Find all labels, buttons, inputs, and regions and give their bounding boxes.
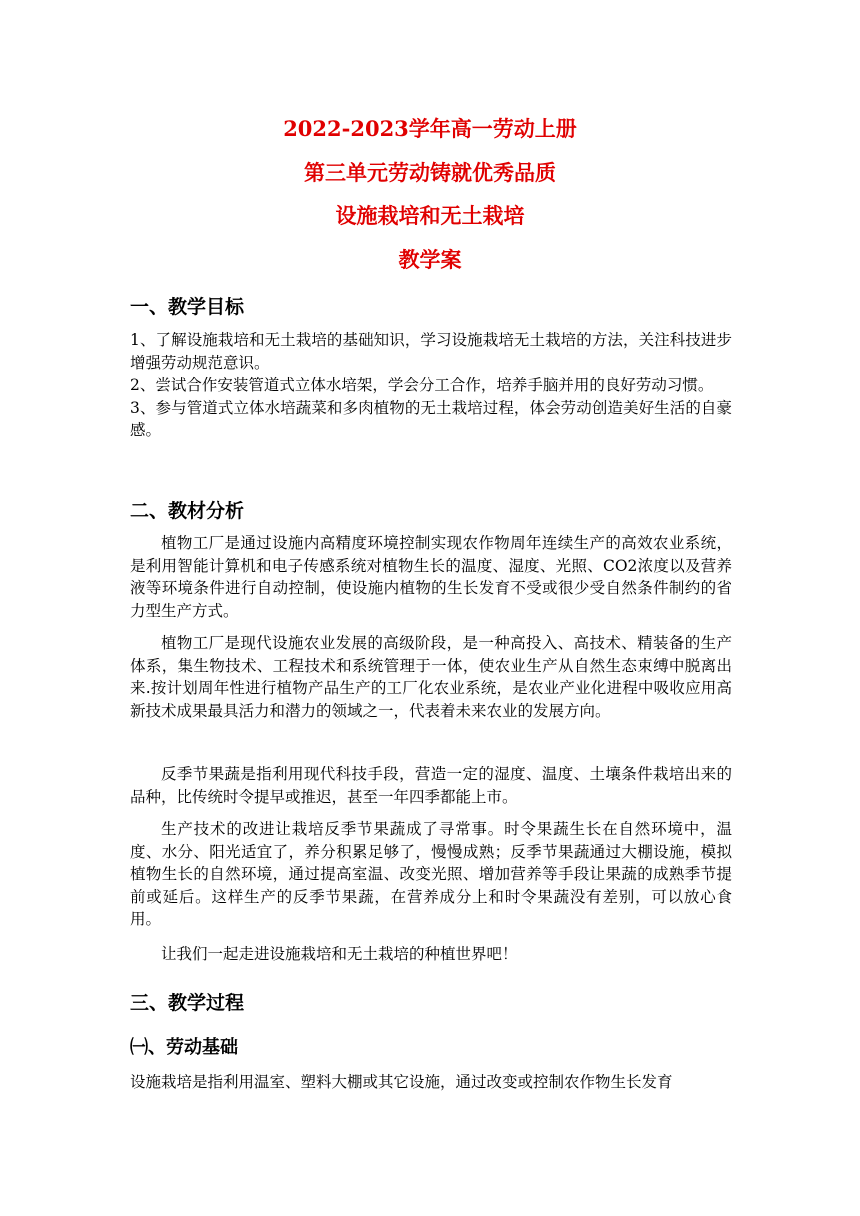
objective-item: 1、了解设施栽培和无土栽培的基础知识，学习设施栽培无土栽培的方法，关注科技进步增强劳动规范意识。 [130, 331, 732, 372]
analysis-paragraph: 生产技术的改进让栽培反季节果蔬成了寻常事。时令果蔬生长在自然环境中，温度、水分、阳光适宜了，养分积累足够了，慢慢成熟；反季节果蔬通过大棚设施，模拟植物生长的自然环境，通过提高室温、改变光照、增加营养等手段让果蔬的成熟季节提前或延后。这样生产的反季节果蔬，在营养成分上和时令果蔬没有差别，可以放心食用。 [130, 820, 732, 928]
analysis-paragraph: 植物工厂是通过设施内高精度环境控制实现农作物周年连续生产的高效农业系统，是利用智能计算机和电子传感系统对植物生长的温度、湿度、光照、CO2浓度以及营养液等环境条件进行自动控制，使设施内植物的生长发育不受或很少受自然条件制约的省力型生产方式。 [130, 534, 732, 620]
objectives-list [130, 329, 732, 442]
analysis-paragraph: 让我们一起走进设施栽培和无土栽培的种植世界吧！ [161, 945, 518, 963]
doc-title-line-2: 第三单元劳动铸就优秀品质 [304, 160, 556, 185]
doc-title-line-3: 设施栽培和无土栽培 [335, 203, 525, 228]
doc-title-line-4: 教学案 [398, 247, 462, 272]
section-heading-analysis: 二、教材分析 [130, 500, 245, 522]
doc-title-line-1: 2022-2023学年高一劳动上册 [283, 116, 577, 141]
section-heading-objectives: 一、教学目标 [130, 296, 245, 318]
subsection-heading-basics: ㈠、劳动基础 [130, 1037, 238, 1058]
basics-paragraph: 设施栽培是指利用温室、塑料大棚或其它设施，通过改变或控制农作物生长发育 [130, 1073, 673, 1091]
objective-item: 3、参与管道式立体水培蔬菜和多肉植物的无土栽培过程，体会劳动创造美好生活的自豪感。 [130, 398, 732, 439]
section-heading-process: 三、教学过程 [130, 992, 245, 1014]
analysis-paragraph: 植物工厂是现代设施农业发展的高级阶段，是一种高投入、高技术、精装备的生产体系，集生物技术、工程技术和系统管理于一体，使农业生产从自然生态束缚中脱离出来.按计划周年性进行植物产品生产的工厂化农业系统，是农业产业化进程中吸收应用高新技术成果最具活力和潜力的领域之一，代表着未来农业的发展方向。 [130, 634, 732, 720]
objective-item: 2、尝试合作安装管道式立体水培架，学会分工合作，培养手脑并用的良好劳动习惯。 [130, 376, 714, 394]
analysis-paragraph: 反季节果蔬是指利用现代科技手段，营造一定的湿度、温度、土壤条件栽培出来的品种，比传统时令提早或推迟，甚至一年四季都能上市。 [130, 765, 732, 806]
